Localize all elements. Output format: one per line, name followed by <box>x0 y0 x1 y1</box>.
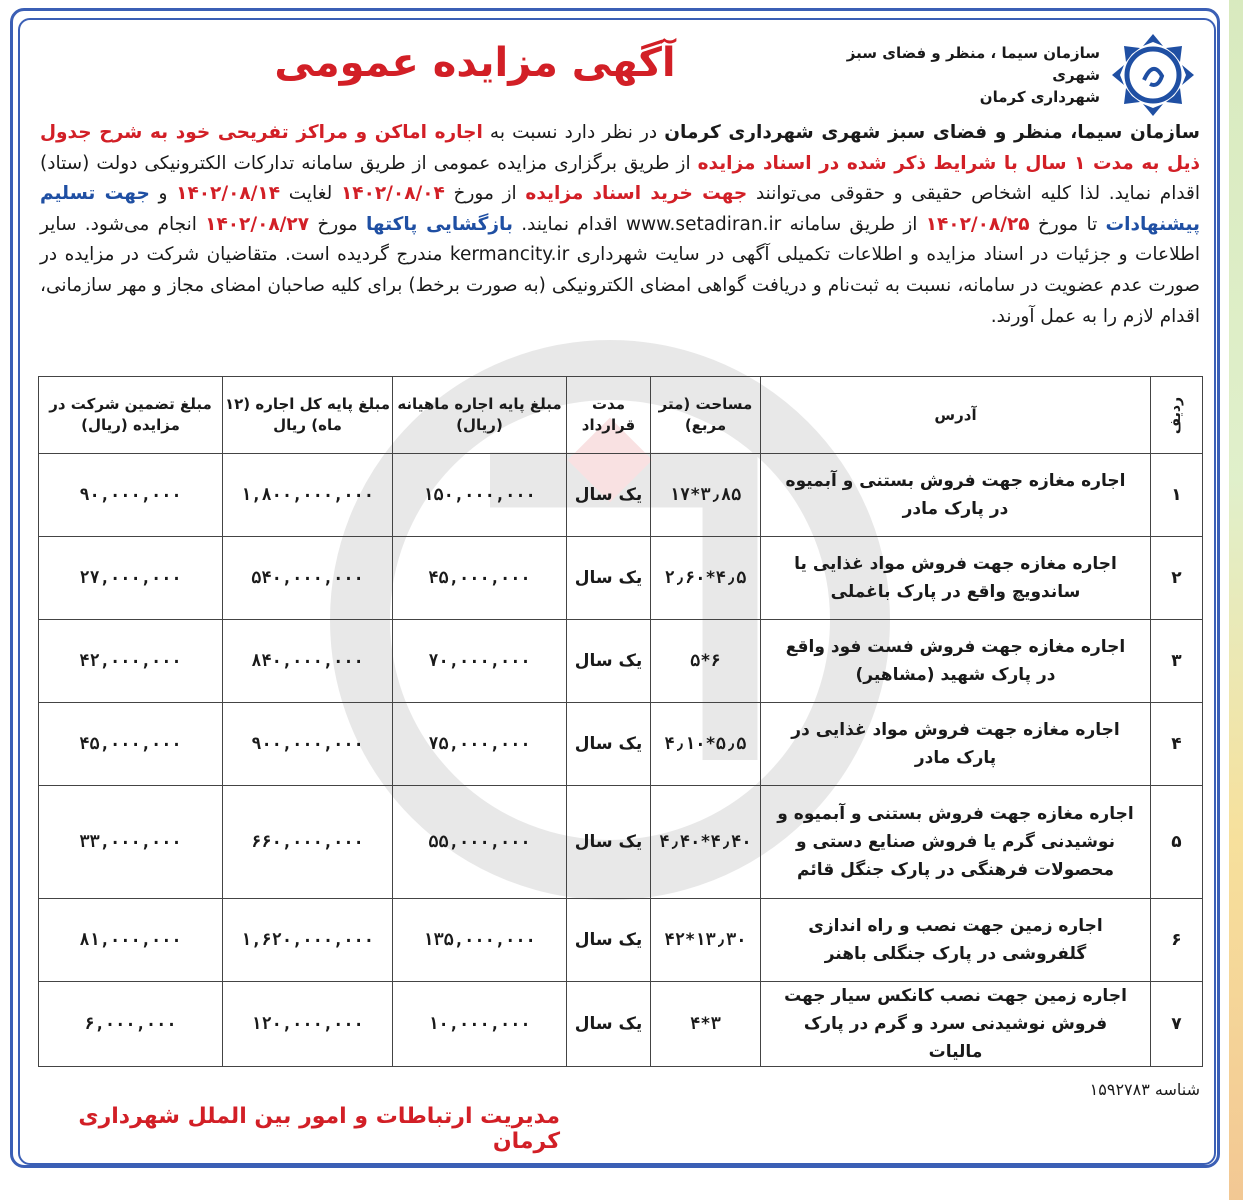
intro-date-opening: ۱۴۰۲/۰۸/۲۷ <box>205 213 310 235</box>
cell-area: ۳*۴ <box>651 982 761 1067</box>
intro-text: و <box>149 183 177 205</box>
cell-term: یک سال <box>567 899 651 982</box>
intro-text: در نظر دارد نسبت به <box>482 122 665 143</box>
intro-text: انجام می‌شود. سایر اطلاعات و جزئیات در اسناد مزایده و اطلاعات تکمیلی آگهی در سایت شهرداری kermancity.ir مندرج گردیده است. متقاضیان شرکت در مزایده در صورت عدم عضویت در سامانه، نسبت به ثبت‌نام و دریافت گواهی امضای الکترونیکی (به صورت برخط) برای کلیه صاحبان امضای مجاز و مهر سازمانی، اقدام لازم را به عمل آورند. <box>40 213 1200 327</box>
intro-org: سازمان سیما، منظر و فضای سبز شهری شهرداری کرمان <box>664 122 1200 143</box>
cell-monthly-rent: ۷۵,۰۰۰,۰۰۰ <box>393 703 567 786</box>
cell-term: یک سال <box>567 786 651 899</box>
cell-term: یک سال <box>567 537 651 620</box>
cell-monthly-rent: ۵۵,۰۰۰,۰۰۰ <box>393 786 567 899</box>
header-total-rent: مبلغ پایه کل اجاره (۱۲ ماه) ریال <box>223 377 393 454</box>
header-area: مساحت (متر مربع) <box>651 377 761 454</box>
intro-purchase-docs: جهت خرید اسناد مزایده <box>525 183 748 205</box>
table-row <box>39 982 1203 1067</box>
table-row <box>39 620 1203 703</box>
cell-total-rent: ۱,۸۰۰,۰۰۰,۰۰۰ <box>223 454 393 537</box>
cell-row-number: ۱ <box>1151 454 1203 537</box>
cell-address: اجاره مغازه جهت فروش مواد غذایی در پارک مادر <box>761 703 1151 786</box>
signature: مدیریت ارتباطات و امور بین الملل شهرداری کرمان <box>78 1104 560 1154</box>
cell-address: اجاره مغازه جهت فروش بستنی و آبمیوه و نوشیدنی گرم یا فروش صنایع دستی و محصولات فرهنگی در پارک جنگل قائم <box>761 786 1151 899</box>
cell-deposit: ۲۷,۰۰۰,۰۰۰ <box>39 537 223 620</box>
cell-deposit: ۴۲,۰۰۰,۰۰۰ <box>39 620 223 703</box>
cell-term: یک سال <box>567 454 651 537</box>
intro-subject: اجاره اماکن و مراکز تفریحی خود به شرح جدول ذیل به مدت ۱ سال با شرایط ذکر شده در اسناد مزایده <box>40 122 1201 174</box>
cell-monthly-rent: ۱۰,۰۰۰,۰۰۰ <box>393 982 567 1067</box>
cell-address: اجاره مغازه جهت فروش مواد غذایی یا ساندویچ واقع در پارک باغملی <box>761 537 1151 620</box>
cell-term: یک سال <box>567 703 651 786</box>
cell-row-number: ۵ <box>1151 786 1203 899</box>
header-deposit: مبلغ تضمین شرکت در مزایده (ریال) <box>39 377 223 454</box>
header-address: آدرس <box>761 377 1151 454</box>
cell-total-rent: ۶۶۰,۰۰۰,۰۰۰ <box>223 786 393 899</box>
intro-date-submit: ۱۴۰۲/۰۸/۲۵ <box>925 213 1030 235</box>
intro-paragraph <box>40 118 1200 332</box>
cell-total-rent: ۱,۶۲۰,۰۰۰,۰۰۰ <box>223 899 393 982</box>
cell-term: یک سال <box>567 620 651 703</box>
table-row <box>39 786 1203 899</box>
cell-row-number: ۳ <box>1151 620 1203 703</box>
cell-monthly-rent: ۴۵,۰۰۰,۰۰۰ <box>393 537 567 620</box>
table-row <box>39 899 1203 982</box>
table-row <box>39 537 1203 620</box>
cell-row-number: ۷ <box>1151 982 1203 1067</box>
cell-deposit: ۶,۰۰۰,۰۰۰ <box>39 982 223 1067</box>
cell-address: اجاره زمین جهت نصب و راه اندازی گلفروشی در پارک جنگلی باهنر <box>761 899 1151 982</box>
table-row <box>39 703 1203 786</box>
cell-row-number: ۲ <box>1151 537 1203 620</box>
cell-address: اجاره زمین جهت نصب کانکس سیار جهت فروش نوشیدنی سرد و گرم در پارک مالیات <box>761 982 1151 1067</box>
edge-strip <box>1229 0 1243 1200</box>
cell-area: ۴٫۴۰*۴٫۴۰ <box>651 786 761 899</box>
organization-name <box>800 42 1100 108</box>
intro-text: لغایت <box>280 183 341 205</box>
municipality-logo-icon <box>1110 32 1196 118</box>
header <box>40 28 1200 108</box>
cell-total-rent: ۱۲۰,۰۰۰,۰۰۰ <box>223 982 393 1067</box>
intro-text: تا مورخ <box>1029 213 1106 235</box>
cell-total-rent: ۹۰۰,۰۰۰,۰۰۰ <box>223 703 393 786</box>
cell-area: ۶*۵ <box>651 620 761 703</box>
cell-area: ۵٫۵*۴٫۱۰ <box>651 703 761 786</box>
cell-area: ۴٫۵*۲٫۶۰ <box>651 537 761 620</box>
table-row <box>39 454 1203 537</box>
cell-monthly-rent: ۱۵۰,۰۰۰,۰۰۰ <box>393 454 567 537</box>
cell-total-rent: ۸۴۰,۰۰۰,۰۰۰ <box>223 620 393 703</box>
intro-text: از مورخ <box>444 183 526 205</box>
header-term: مدت قرارداد <box>567 377 651 454</box>
intro-text: از طریق سامانه www.setadiran.ir اقدام نمایند. <box>512 213 926 235</box>
intro-date-start: ۱۴۰۲/۰۸/۰۴ <box>340 183 445 205</box>
intro-opening: بازگشایی پاکتها <box>365 213 513 235</box>
cell-address: اجاره مغازه جهت فروش بستنی و آبمیوه در پارک مادر <box>761 454 1151 537</box>
cell-monthly-rent: ۷۰,۰۰۰,۰۰۰ <box>393 620 567 703</box>
notice-id: شناسه ۱۵۹۲۷۸۳ <box>1089 1080 1200 1099</box>
cell-row-number: ۴ <box>1151 703 1203 786</box>
cell-deposit: ۳۳,۰۰۰,۰۰۰ <box>39 786 223 899</box>
intro-text: از طریق برگزاری مزایده عمومی از طریق سامانه تدارکات الکترونیکی دولت (ستاد) اقدام نماید. لذا کلیه اشخاص حقیقی و حقوقی می‌توانند <box>40 152 1201 205</box>
table-header-row <box>39 377 1203 454</box>
intro-date-end: ۱۴۰۲/۰۸/۱۴ <box>176 183 281 205</box>
intro-text: مورخ <box>309 213 366 235</box>
cell-total-rent: ۵۴۰,۰۰۰,۰۰۰ <box>223 537 393 620</box>
cell-term: یک سال <box>567 982 651 1067</box>
intro-submit-offers: جهت تسلیم پیشنهادات <box>40 183 1201 235</box>
organization-line-2: شهرداری کرمان <box>979 88 1100 106</box>
cell-deposit: ۹۰,۰۰۰,۰۰۰ <box>39 454 223 537</box>
notice-title: آگهی مزایده عمومی <box>274 40 676 86</box>
cell-deposit: ۴۵,۰۰۰,۰۰۰ <box>39 703 223 786</box>
cell-deposit: ۸۱,۰۰۰,۰۰۰ <box>39 899 223 982</box>
cell-area: ۱۳٫۳۰*۴۲ <box>651 899 761 982</box>
header-monthly-rent: مبلغ پایه اجاره ماهیانه (ریال) <box>393 377 567 454</box>
cell-area: ۳٫۸۵*۱۷ <box>651 454 761 537</box>
header-row-number: ردیف <box>1151 377 1203 454</box>
cell-address: اجاره مغازه جهت فروش فست فود واقع در پارک شهید (مشاهیر) <box>761 620 1151 703</box>
cell-row-number: ۶ <box>1151 899 1203 982</box>
auction-table <box>38 376 1203 1067</box>
organization-line-1: سازمان سیما ، منظر و فضای سبز شهری <box>846 44 1100 84</box>
cell-monthly-rent: ۱۳۵,۰۰۰,۰۰۰ <box>393 899 567 982</box>
